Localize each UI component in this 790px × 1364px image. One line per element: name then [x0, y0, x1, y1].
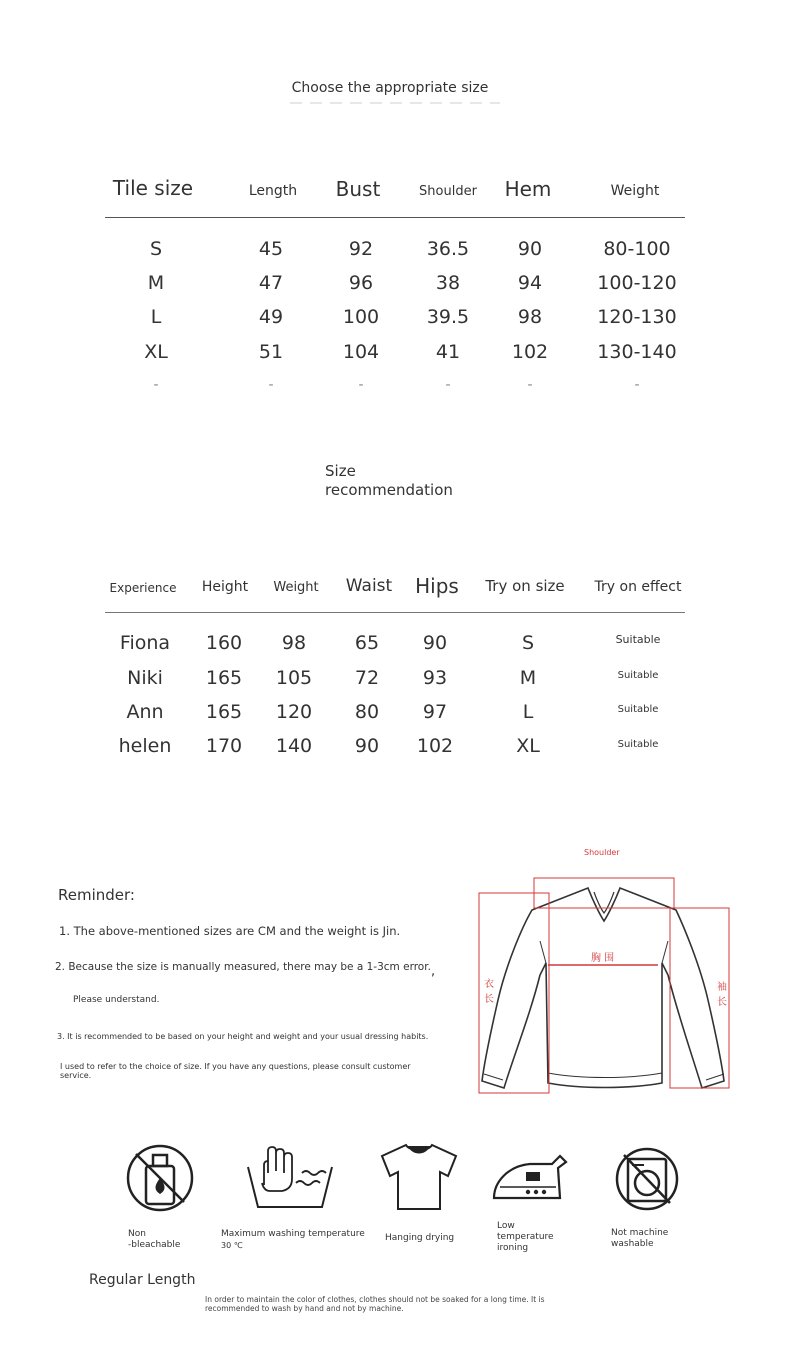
reminder-line-5a: I used to refer to the choice of size. If you have any questions, please consult customer	[60, 1062, 411, 1071]
rec-cell: 140	[275, 735, 313, 757]
reminder-line-2-comma: ,	[431, 964, 436, 979]
rec-cell: 97	[422, 701, 448, 723]
hand-wash-icon	[244, 1145, 336, 1211]
rec-cell: Ann	[126, 701, 164, 723]
care-label-line: 30 ℃	[221, 1241, 243, 1250]
size-cell: 102	[511, 341, 549, 363]
size-cell: 38	[435, 272, 461, 294]
no-bleach-icon	[124, 1142, 196, 1214]
size-cell: -	[358, 377, 364, 393]
reminder-title: Reminder:	[58, 886, 135, 904]
col-bust: Bust	[335, 177, 381, 201]
recommendation-title-line1: Size	[325, 462, 356, 480]
size-cell: 41	[435, 341, 461, 363]
size-cell: 51	[258, 341, 284, 363]
care-note: In order to maintain the color of clothes, clothes should not be soaked for a long time. It is recommended to wash by hand and not by machine.	[205, 1295, 545, 1313]
rec-cell: 65	[354, 632, 380, 654]
size-cell: XL	[144, 341, 168, 363]
col-try-on-effect: Try on effect	[594, 579, 682, 595]
rec-cell: 160	[205, 632, 243, 654]
regular-length-title: Regular Length	[89, 1272, 196, 1288]
page-title: Choose the appropriate size	[291, 80, 489, 96]
size-cell: 98	[517, 306, 543, 328]
size-cell: 92	[348, 238, 374, 260]
care-label-low-iron	[497, 1221, 554, 1254]
care-label-no-machine-wash	[611, 1228, 668, 1250]
size-cell: M	[147, 272, 165, 294]
length-label-2: 长	[484, 994, 494, 1005]
care-label-hang-dry	[385, 1233, 454, 1244]
rec-cell: 98	[281, 632, 307, 654]
reminder-line-2: 2. Because the size is manually measured, there may be a 1-3cm error.	[55, 961, 431, 973]
sweater-icon	[470, 845, 740, 1095]
rec-cell: helen	[118, 735, 172, 757]
size-cell: -	[153, 377, 159, 393]
rec-cell: 80	[354, 701, 380, 723]
rec-cell: L	[522, 701, 534, 723]
rec-cell: 93	[422, 667, 448, 689]
size-cell: 36.5	[426, 238, 470, 260]
col-hem: Hem	[504, 177, 552, 201]
col-experience: Experience	[109, 581, 177, 595]
reminder-line-3: Please understand.	[73, 995, 160, 1005]
care-label-line: Not machine	[611, 1228, 669, 1238]
reminder-line-5b: service.	[60, 1071, 92, 1080]
care-label-line: -bleachable	[128, 1240, 181, 1250]
garment-diagram	[470, 845, 740, 1095]
chest-label: 胸 围	[591, 953, 615, 964]
recommendation-title-line2: recommendation	[325, 481, 453, 499]
col-try-on-size: Try on size	[485, 577, 565, 595]
shoulder-label: Shoulder	[584, 848, 620, 857]
size-cell: 100	[342, 306, 380, 328]
col-waist: Waist	[345, 576, 393, 596]
size-cell: S	[149, 238, 163, 260]
col-hips: Hips	[415, 574, 459, 598]
reminder-line-4: 3. It is recommended to be based on your height and weight and your usual dressing habits.	[57, 1032, 429, 1041]
rec-cell: M	[519, 667, 537, 689]
care-label-line: temperature	[497, 1232, 554, 1242]
rec-cell: 102	[416, 735, 454, 757]
care-label-hand-wash	[221, 1229, 365, 1251]
rec-effect: Suitable	[617, 670, 659, 681]
care-label-line: Hanging drying	[385, 1233, 455, 1243]
col-tile-size: Tile size	[112, 176, 194, 200]
size-cell: 80-100	[603, 238, 671, 260]
rec-cell: 105	[275, 667, 313, 689]
rec-cell: 72	[354, 667, 380, 689]
care-label-line: ironing	[497, 1243, 529, 1253]
no-machine-wash-icon	[614, 1145, 680, 1213]
reminder-line-1: 1. The above-mentioned sizes are CM and the weight is Jin.	[59, 924, 401, 938]
care-label-line: washable	[611, 1239, 654, 1249]
size-cell: 49	[258, 306, 284, 328]
size-cell: 94	[517, 272, 543, 294]
col-height: Height	[201, 579, 249, 595]
size-cell: 90	[517, 238, 543, 260]
care-label-line: Low	[497, 1221, 515, 1231]
rec-cell: S	[521, 632, 535, 654]
col-weight-rec: Weight	[273, 580, 319, 595]
length-label-1: 衣	[484, 979, 494, 990]
care-label-line: Non	[128, 1229, 146, 1239]
rec-cell: 165	[205, 667, 243, 689]
rec-cell: 170	[205, 735, 243, 757]
rec-cell: 165	[205, 701, 243, 723]
size-cell: 120-130	[597, 306, 677, 328]
size-cell: 100-120	[597, 272, 677, 294]
size-cell: 45	[258, 238, 284, 260]
rec-cell: XL	[516, 735, 540, 757]
rec-cell: Niki	[127, 667, 163, 689]
care-label-line: Maximum washing temperature	[221, 1229, 365, 1239]
rec-cell: 90	[354, 735, 380, 757]
size-cell: 104	[342, 341, 380, 363]
low-iron-icon	[490, 1152, 568, 1204]
rec-cell: 90	[422, 632, 448, 654]
col-shoulder: Shoulder	[419, 184, 477, 199]
col-weight: Weight	[610, 183, 660, 199]
size-cell: -	[445, 377, 451, 393]
size-cell: L	[150, 306, 162, 328]
size-cell: 96	[348, 272, 374, 294]
size-cell: -	[634, 377, 640, 393]
size-cell: -	[527, 377, 533, 393]
size-cell: 130-140	[597, 341, 677, 363]
care-label-no-bleach	[128, 1229, 180, 1251]
rec-effect: Suitable	[617, 704, 659, 715]
size-cell: 39.5	[426, 306, 470, 328]
sleeve-label-2: 长	[717, 997, 727, 1008]
sleeve-label-1: 袖	[717, 982, 727, 993]
size-cell: 47	[258, 272, 284, 294]
hang-dry-icon	[378, 1142, 460, 1212]
rec-effect: Suitable	[615, 633, 661, 646]
rec-cell: Fiona	[119, 632, 171, 654]
rec-effect: Suitable	[617, 739, 659, 750]
size-cell: -	[268, 377, 274, 393]
col-length: Length	[248, 183, 298, 199]
rec-cell: 120	[275, 701, 313, 723]
